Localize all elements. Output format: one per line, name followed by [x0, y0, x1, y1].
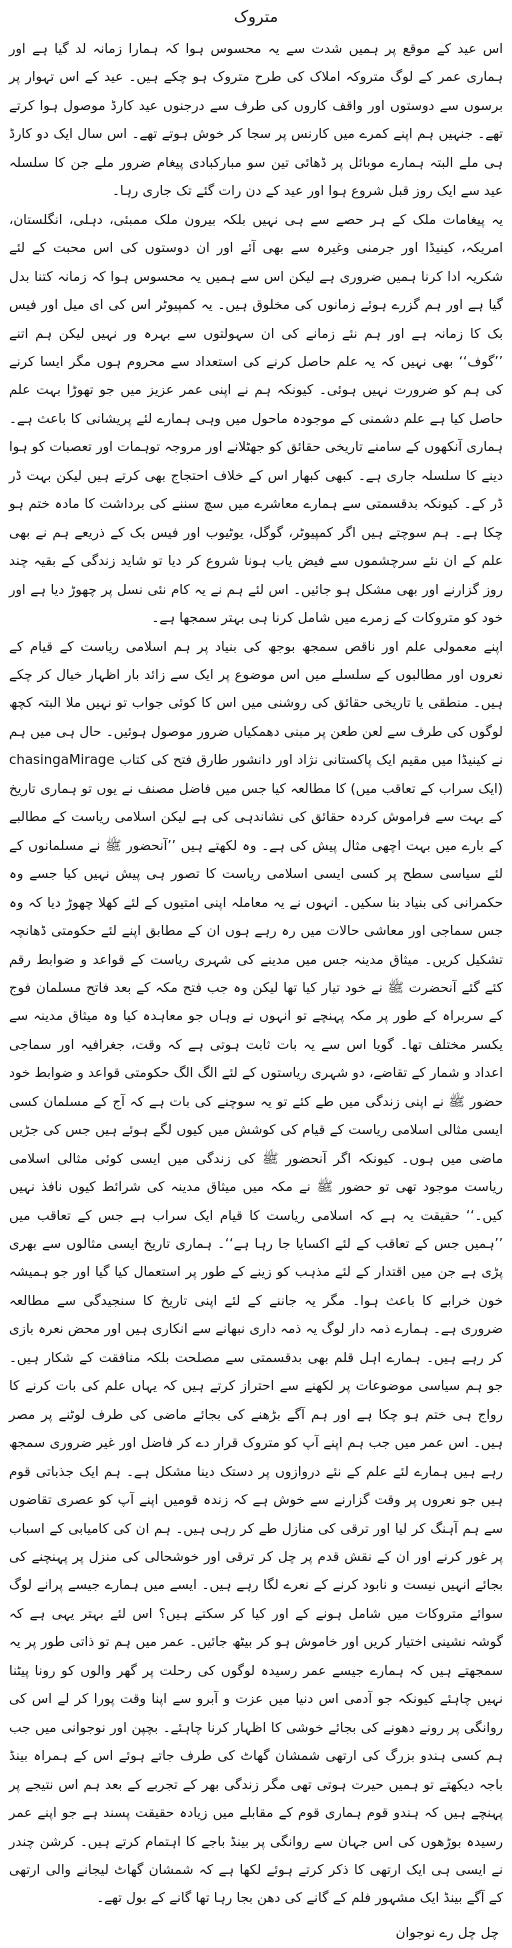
column-body	[9, 36, 503, 1914]
column-title: متروک	[233, 7, 279, 26]
paragraph-3: اپنے معمولی علم اور ناقص سمجھ بوجھ کی بنیاد پر ہم اسلامی ریاست کے قیام کے نعروں اور مطالبوں کے سلسلے میں اس موضوع پر ایک سے زائد بار اظہار خیال کر چکے ہیں۔ منطقی یا تاریخی حقائق کی روشنی میں اس کا کوئی جواب تو نہیں ملا البتہ کچھ لوگوں کی طرف سے لعن طعن پر مبنی دھمکیاں ضرور موصول ہوئیں۔ حال ہی میں ہم نے کینیڈا میں مقیم ایک پاکستانی نژاد اور دانشور طارق فتح کی کتاب chasingaMirage (ایک سراب کے تعاقب میں) کا مطالعہ کیا جس میں فاضل مصنف نے یوں تو ہماری تاریخ کے بہت سے فراموش کردہ حقائق کی نشاندہی کی ہے لیکن اسلامی ریاست کے مطالبے کے بارے میں بہت اچھی مثال پیش کی ہے۔ وہ لکھتے ہیں ’’آنحضور ﷺ نے مسلمانوں کے لئے سیاسی سطح پر کسی ایسی اسلامی ریاست کا تصور ہی پیش نہیں کیا جسے وہ حکمرانی کی بنیاد بنا سکیں۔ انہوں نے یہ معاملہ اپنی امتیوں کے لئے کھلا چھوڑ دیا کہ وہ جس سماجی اور معاشی حالات میں رہ رہے ہوں ان کے مطابق اپنے لئے حکومتی ڈھانچہ تشکیل کریں۔ میثاق مدینہ جس میں مدینے کی شہری ریاست کے قواعد و ضوابط رقم کئے گئے آنحضرت ﷺ نے خود تیار کیا تھا لیکن وہ جب فتح مکہ کے بعد فاتح مسلمان فوج کے سربراہ کے طور پر مکہ پہنچے تو انہوں نے وہاں جو معاہدہ کیا وہ میثاق مدینہ سے یکسر مختلف تھا۔ گویا اس سے یہ بات ثابت ہوتی ہے کہ وقت، جغرافیہ اور سماجی اعداد و شمار کے تقاضے، دو شہری ریاستوں کے لئے الگ الگ حکومتی قواعد و ضوابط خود حضور ﷺ نے اپنی زندگی میں طے کئے تو یہ سوچنے کی بات ہے کہ آج کے مسلمان کسی ایسی مثالی اسلامی ریاست کے قیام کی کوشش میں کیوں لگے ہوئے ہیں جس کی جڑیں ماضی میں ہوں۔ کیونکہ اگر آنحضور ﷺ کی زندگی میں ایسی کوئی مثالی اسلامی ریاست موجود تھی تو حضور ﷺ نے مکہ میں میثاق مدینہ کی شرائط کیوں نافذ نہیں کیں۔‘‘ حقیقت یہ ہے کہ اسلامی ریاست کا قیام ایک سراب ہے جس کے تعاقب میں ’’ہمیں جس کے تعاقب کے لئے اکسایا جا رہا ہے‘‘۔ ہماری تاریخ ایسی مثالوں سے بھری پڑی ہے جن میں اقتدار کے لئے مذہب کو زینے کے طور پر استعمال کیا گیا اور جو ہمیشہ خون خرابے کا باعث ہوا۔ مگر یہ جاننے کے لئے اپنی تاریخ کا سنجیدگی سے مطالعہ ضروری ہے۔ ہمارے ذمہ دار لوگ یہ ذمہ داری نبھانے سے انکاری ہیں اور محض نعرہ بازی کر رہے ہیں۔ ہمارے اہل قلم بھی بدقسمتی سے مصلحت بلکہ منافقت کے شکار ہیں۔ جو ہم سیاسی موضوعات پر لکھنے سے احتراز کرتے ہیں کہ یہاں علم کی بات کرنے کا رواج ہی ختم ہو چکا ہے اور ہم آگے بڑھنے کی بجائے ماضی کی طرف لوٹنے پر مصر ہیں۔ اس عمر میں جب ہم اپنے آپ کو متروک قرار دے کر فاضل اور غیر ضروری سمجھ رہے ہیں ہمارے لئے علم کے نئے دروازوں پر دستک دینا مشکل ہے۔ ہم ایک جذباتی قوم ہیں جو نعروں پر وقت گزارنے سے خوش ہے کہ زندہ قومیں اپنے آپ کو عصری تقاضوں سے ہم آہنگ کر لیا اور ترقی کی منازل طے کر رہی ہیں۔ ہم ان کی کامیابی کے اسباب پر غور کرنے اور ان کے نقش قدم پر چل کر ترقی اور خوشحالی کی منزل پر پہنچنے کی بجائے انہیں نیست و نابود کرنے کے نعرے لگا رہے ہیں۔ ایسے میں ہمارے جیسے پرانے لوگ سوائے متروکات میں شامل ہونے کے اور کیا کر سکتے ہیں؟ اس لئے بہتر یہی ہے کہ گوشہ نشینی اختیار کریں اور خاموش ہو کر بیٹھ جائیں۔ عمر میں ہم تو ذاتی طور پر یہ سمجھتے ہیں کہ ہمارے جیسے عمر رسیدہ لوگوں کی رحلت پر گھر والوں کو رونا پیٹنا نہیں چاہئے کیونکہ جو آدمی اس دنیا میں عزت و آبرو سے اپنا وقت پورا کر لے اس کی روانگی پر رونے دھونے کی بجائے خوشی کا اظہار کرنا چاہئے۔ بچپن اور نوجوانی میں جب ہم کسی ہندو بزرگ کی ارتھی شمشان گھاٹ کی طرف جاتے ہوئے اس کے ہمراہ بینڈ باجہ دیکھتے تو ہمیں حیرت ہوتی تھی مگر زندگی بھر کے تجربے کے بعد ہم اس نتیجے پر پہنچے ہیں کہ ہندو قوم ہماری قوم کے مقابلے میں زیادہ حقیقت پسند ہے جو اپنے عمر رسیدہ بوڑھوں کی اس جہان سے روانگی پر بینڈ باجے کا اہتمام کرتے ہیں۔ کرشن چندر نے ایسی ہی ایک ارتھی کا ذکر کرتے ہوئے لکھا ہے کہ شمشان گھاٹ لیجانے والی ارتھی کے آگے بینڈ ایک مشہور فلم کے گانے کی دھن بجا رہا تھا گانے کے بول تھے۔	[9, 639, 503, 1907]
closing-line: چل چل رے نوجوان	[395, 1925, 499, 1941]
paragraph-1: اس عید کے موقع پر ہمیں شدت سے یہ محسوس ہوا کہ ہمارا زمانہ لد گیا ہے اور ہماری عمر کے لوگ متروکہ املاک کی طرح متروک ہو چکے ہیں۔ عید کے اس تہوار پر برسوں سے دوستوں اور واقف کاروں کی طرف سے درجنوں عید کارڈ موصول ہوا کرتے تھے۔ جنہیں ہم اپنے کمرے میں کارنس پر سجا کر خوش ہوتے تھے۔ اس سال ایک دو کارڈ ہی ملے البتہ ہمارے موبائل پر ڈھائی تین سو مبارکبادی پیغام ضرور ملے جن کا سلسلہ عید سے ایک روز قبل شروع ہوا اور عید کے دن رات گئے تک جاری رہا۔	[9, 42, 503, 200]
paragraph-2: یہ پیغامات ملک کے ہر حصے سے ہی نہیں بلکہ بیرون ملک ممبئی، دہلی، انگلستان، امریکہ، کینیڈا اور جرمنی وغیرہ سے بھی آئے اور ان دوستوں کی اس محبت کے لئے شکریہ ادا کرنا ہمیں ضروری ہے لیکن اس سے ہمیں یہ محسوس ہوا کہ زمانہ کتنا بدل گیا ہے اور ہم گزرے ہوئے زمانوں کی مخلوق ہیں۔ یہ کمپیوٹر اس کی ای میل اور فیس بک کا زمانہ ہے اور ہم نئے زمانے کی ان سہولتوں سے بہرہ ور نہیں لیکن ہم اتنے ’’گوف‘‘ بھی نہیں کہ یہ علم حاصل کرنے کی استعداد سے محروم ہوں مگر ایسا کرنے کی ہم کو ضرورت نہیں ہوئی۔ کیونکہ ہم نے اپنی عمر عزیز میں جو تھوڑا بہت علم حاصل کیا ہے علم دشمنی کے موجودہ ماحول میں وہی ہمارے لئے پریشانی کا باعث ہے۔ ہماری آنکھوں کے سامنے تاریخی حقائق کو جھٹلانے اور مروجہ توہمات اور تعصبات کو ہوا دینے کا سلسلہ جاری ہے۔ کبھی کبھار اس کے خلاف احتجاج بھی کرتے ہیں لیکن بہت ڈر ڈر کے۔ کیونکہ بدقسمتی سے ہمارے معاشرے میں سچ سننے کی برداشت کا مادہ ختم ہو چکا ہے۔ ہم سوچتے ہیں اگر کمپیوٹر، گوگل، یوٹیوب اور فیس بک کے ذریعے ہم نے بھی علم کے ان نئے سرچشموں سے فیض یاب ہونا شروع کر دیا تو شاید زندگی کے بقیہ چند روز گزارنے اور بھی مشکل ہو جائیں۔ اس لئے ہم نے یہ کام نئی نسل پر چھوڑ دیا ہے اور خود کو متروکات کے زمرے میں شامل کرنا ہی بہتر سمجھا ہے۔	[9, 212, 503, 627]
